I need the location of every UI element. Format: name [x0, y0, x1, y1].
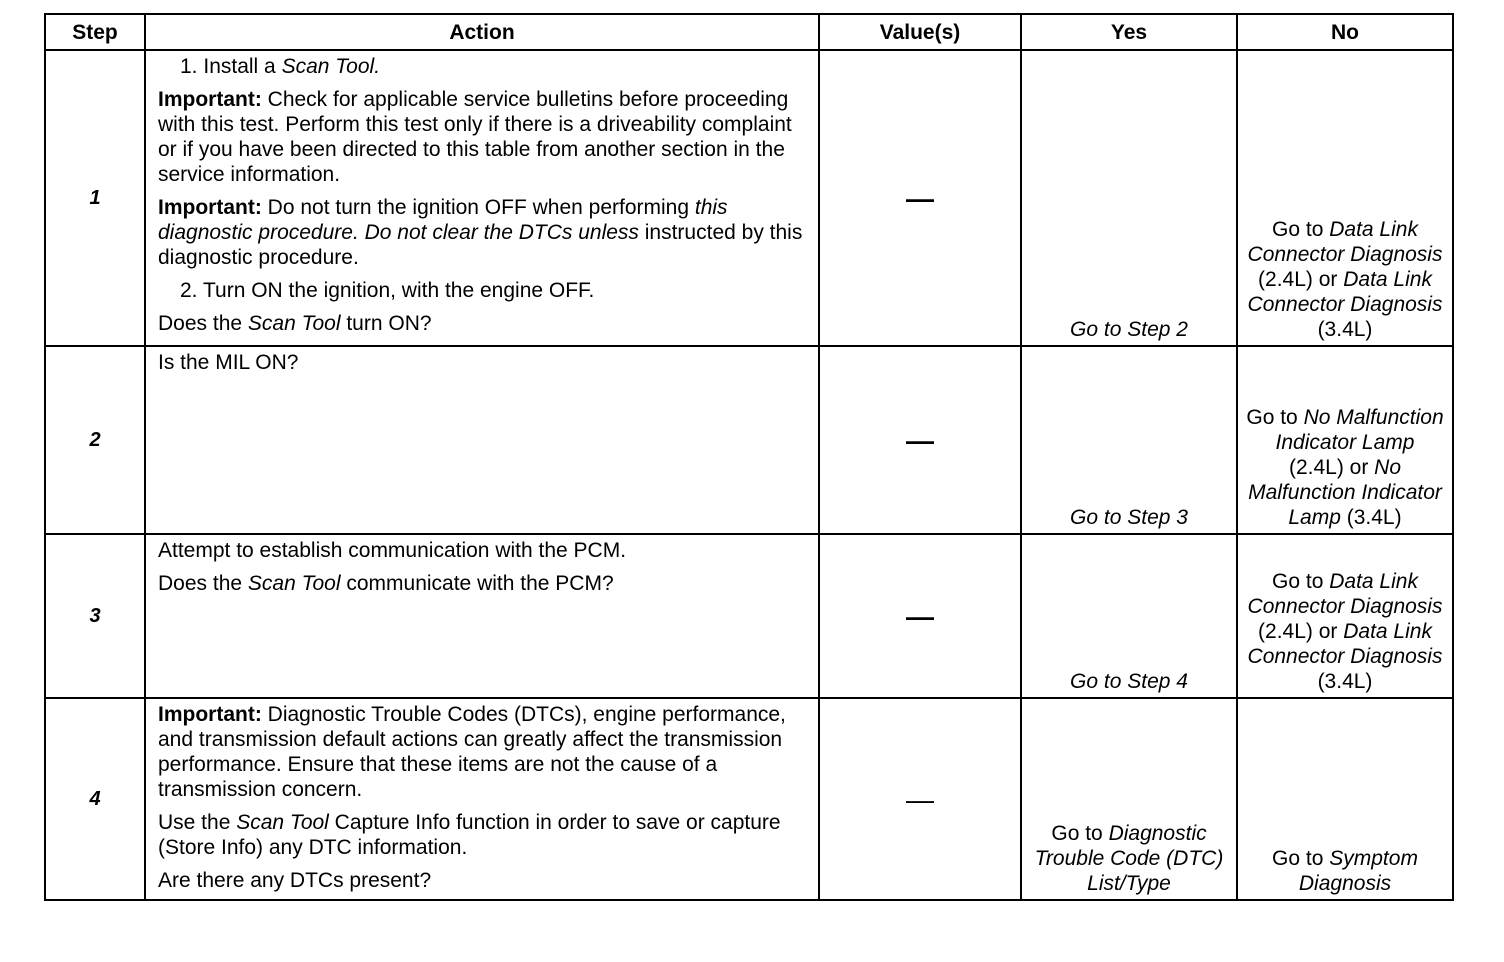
- no-cell: Go to Data Link Connector Diagnosis (2.4L) or Data Link Connector Diagnosis (3.4L): [1237, 50, 1453, 346]
- action-cell: [145, 698, 819, 900]
- step-number: 1: [45, 50, 145, 346]
- important-note: Important: Do not turn the ignition OFF when performing this diagnostic procedure. Do not clear the DTCs unless instructed by this diagnostic procedure.: [158, 196, 803, 269]
- header-values: Value(s): [819, 14, 1021, 50]
- header-action: Action: [145, 14, 819, 50]
- action-cell: [145, 346, 819, 534]
- yes-cell: Go to Step 4: [1021, 534, 1237, 698]
- yes-cell: Go to Diagnostic Trouble Code (DTC) List/Type: [1021, 698, 1237, 900]
- important-note: Important: Diagnostic Trouble Codes (DTCs), engine performance, and transmission default actions can greatly affect the transmission performance. Ensure that these items are not the cause of a transmission concern.: [158, 703, 786, 801]
- yes-cell: Go to Step 3: [1021, 346, 1237, 534]
- question: Is the MIL ON?: [158, 351, 299, 374]
- question: Does the Scan Tool communicate with the PCM?: [158, 572, 614, 595]
- no-cell: Go to Symptom Diagnosis: [1237, 698, 1453, 900]
- value-cell: —: [819, 346, 1021, 534]
- diagnostic-table: [44, 13, 1454, 901]
- step-number: 3: [45, 534, 145, 698]
- table-row: [45, 346, 1453, 534]
- instruction: Attempt to establish communication with the PCM.: [158, 539, 627, 562]
- table-row: [45, 698, 1453, 900]
- important-note: Important: Check for applicable service bulletins before proceeding with this test. Perform this test only if there is a driveability complaint or if you have been directed to this table from another section in the service information.: [158, 88, 792, 186]
- step-number: 2: [45, 346, 145, 534]
- table-row: [45, 534, 1453, 698]
- header-yes: Yes: [1021, 14, 1237, 50]
- question: Does the Scan Tool turn ON?: [158, 312, 432, 335]
- no-cell: Go to No Malfunction Indicator Lamp (2.4L) or No Malfunction Indicator Lamp (3.4L): [1237, 346, 1453, 534]
- yes-cell: Go to Step 2: [1021, 50, 1237, 346]
- value-cell: —: [819, 50, 1021, 346]
- header-step: Step: [45, 14, 145, 50]
- action-cell: [145, 534, 819, 698]
- list-item: 1. Install a Scan Tool.: [180, 55, 381, 78]
- header-no: No: [1237, 14, 1453, 50]
- question: Are there any DTCs present?: [158, 869, 432, 892]
- table-row: [45, 50, 1453, 346]
- step-number: 4: [45, 698, 145, 900]
- value-cell: —: [819, 698, 1021, 900]
- no-cell: Go to Data Link Connector Diagnosis (2.4L) or Data Link Connector Diagnosis (3.4L): [1237, 534, 1453, 698]
- value-cell: —: [819, 534, 1021, 698]
- action-cell: [145, 50, 819, 346]
- instruction: Use the Scan Tool Capture Info function in order to save or capture (Store Info) any DTC information.: [158, 811, 781, 859]
- list-item: 2. Turn ON the ignition, with the engine OFF.: [180, 279, 595, 302]
- header-row: [45, 14, 1453, 50]
